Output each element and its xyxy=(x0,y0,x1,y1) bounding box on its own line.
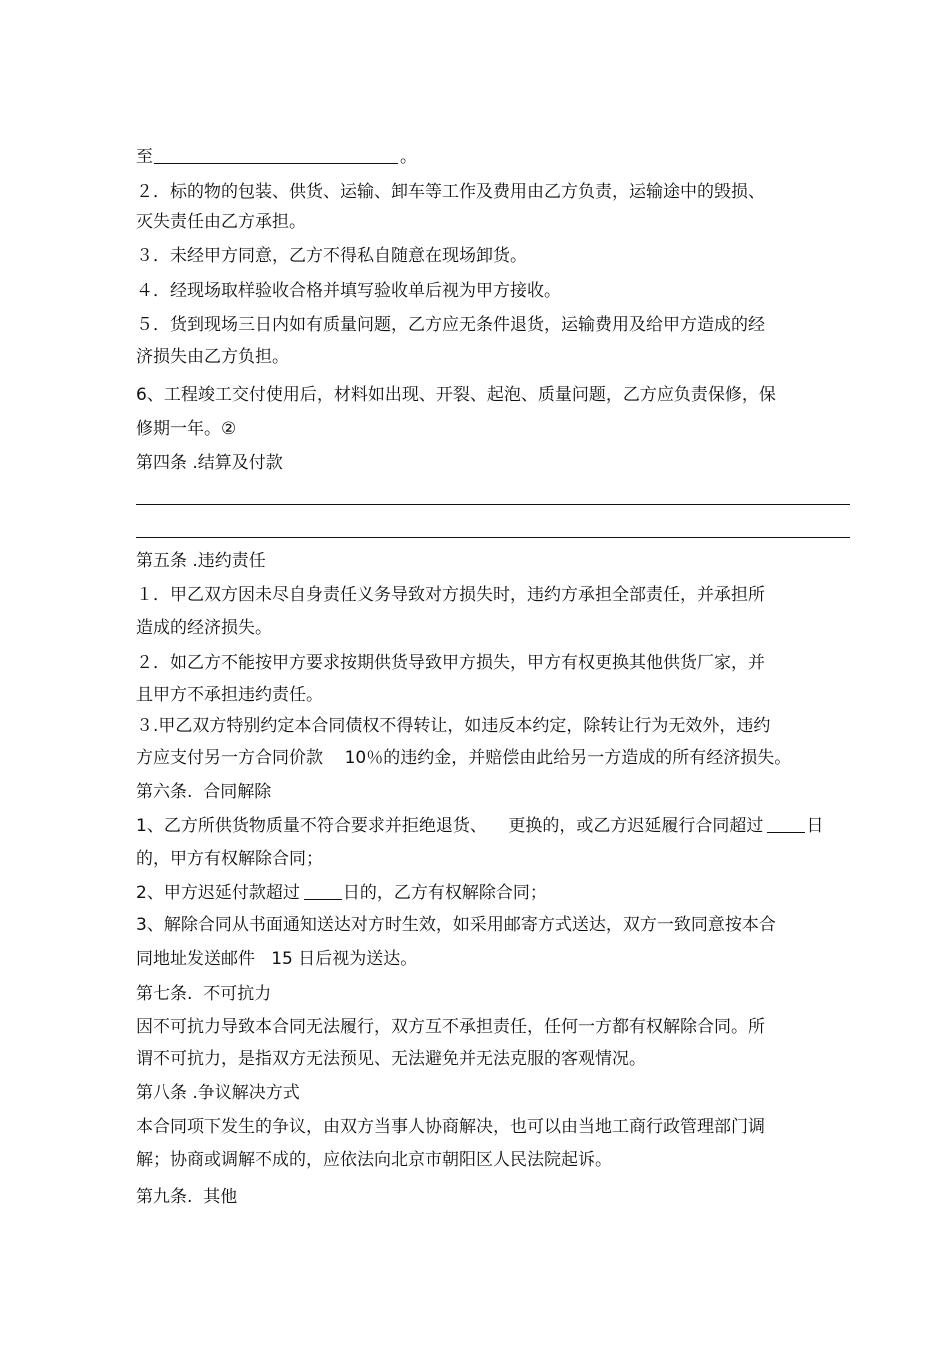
article-6-clause-3-line-1: 3、解除合同从书面通知送达对方时生效，如采用邮寄方式送达，双方一致同意按本合 xyxy=(136,915,776,935)
article-5-title: 第五条 .违约责任 xyxy=(136,551,266,571)
article-5-clause-2-line-1: ２．如乙方不能按甲方要求按期供货导致甲方损失，甲方有权更换其他供货厂家，并 xyxy=(136,653,765,673)
clause-1-text: 1、乙方所供货物质量不符合要求并拒绝退货、 更换的，或乙方迟延履行合同超过 xyxy=(136,816,764,836)
clause-6-line-1: 6、工程竣工交付使用后，材料如出现、开裂、起泡、质量问题，乙方应负责保修，保 xyxy=(136,385,776,405)
days-blank-2 xyxy=(304,883,342,900)
location-prefix: 至 xyxy=(136,147,153,167)
clause-2-line-1: ２．标的物的包装、供货、运输、卸车等工作及费用由乙方负责，运输途中的毁损、 xyxy=(136,182,765,202)
article-8-line-1: 本合同项下发生的争议，由双方当事人协商解决，也可以由当地工商行政管理部门调 xyxy=(136,1117,765,1137)
article-7-line-2: 谓不可抗力，是指双方无法预见、无法避免并无法克服的客观情况。 xyxy=(136,1049,646,1069)
article-5-clause-2-line-2: 且甲方不承担违约责任。 xyxy=(136,685,323,705)
article-9-title: 第九条. 其他 xyxy=(136,1187,238,1207)
article-5-clause-1-line-2: 造成的经济损失。 xyxy=(136,618,272,638)
location-suffix: 。 xyxy=(400,147,417,167)
article-6-title: 第六条. 合同解除 xyxy=(136,782,272,802)
clause-6-line-2: 修期一年。② xyxy=(136,419,237,439)
article-6-clause-3-line-2: 同地址发送邮件 15 日后视为送达。 xyxy=(136,949,418,969)
article-5-clause-1-line-1: １．甲乙双方因未尽自身责任义务导致对方损失时，违约方承担全部责任，并承担所 xyxy=(136,585,765,605)
article-7-title: 第七条. 不可抗力 xyxy=(136,984,272,1004)
clause-1-days-suffix: 日 xyxy=(806,816,824,836)
article-6-clause-2 xyxy=(136,882,547,904)
article-6-clause-1-line-2: 的，甲方有权解除合同； xyxy=(136,849,323,869)
article-7-line-1: 因不可抗力导致本合同无法履行，双方互不承担责任，任何一方都有权解除合同。所 xyxy=(136,1017,765,1037)
fill-in-rule-2 xyxy=(136,537,850,538)
fill-in-rule-1 xyxy=(136,504,850,505)
article-4-title: 第四条 .结算及付款 xyxy=(136,453,283,473)
clause-3: ３．未经甲方同意，乙方不得私自随意在现场卸货。 xyxy=(136,246,527,266)
delivery-location-line xyxy=(136,146,417,168)
article-6-clause-1-line-1 xyxy=(136,815,823,837)
clause-5-line-1: ５．货到现场三日内如有质量问题，乙方应无条件退货，运输费用及给甲方造成的经 xyxy=(136,315,765,335)
location-blank xyxy=(154,147,398,164)
clause-4: ４．经现场取样验收合格并填写验收单后视为甲方接收。 xyxy=(136,281,561,301)
article-8-title: 第八条 .争议解决方式 xyxy=(136,1083,300,1103)
clause-5-line-2: 济损失由乙方负担。 xyxy=(136,347,289,367)
article-8-line-2: 解；协商或调解不成的，应依法向北京市朝阳区人民法院起诉。 xyxy=(136,1150,612,1170)
clause-2-suffix: 日的，乙方有权解除合同； xyxy=(342,883,547,903)
article-5-clause-3-line-1: ３.甲乙双方特别约定本合同债权不得转让，如违反本约定，除转让行为无效外，违约 xyxy=(136,716,771,736)
clause-2-line-2: 灭失责任由乙方承担。 xyxy=(136,212,306,232)
article-5-clause-3-line-2: 方应支付另一方合同价款 10％的违约金，并赔偿由此给另一方造成的所有经济损失。 xyxy=(136,748,792,768)
clause-2-text: 2、甲方迟延付款超过 xyxy=(136,883,300,903)
days-blank-1 xyxy=(767,816,805,833)
